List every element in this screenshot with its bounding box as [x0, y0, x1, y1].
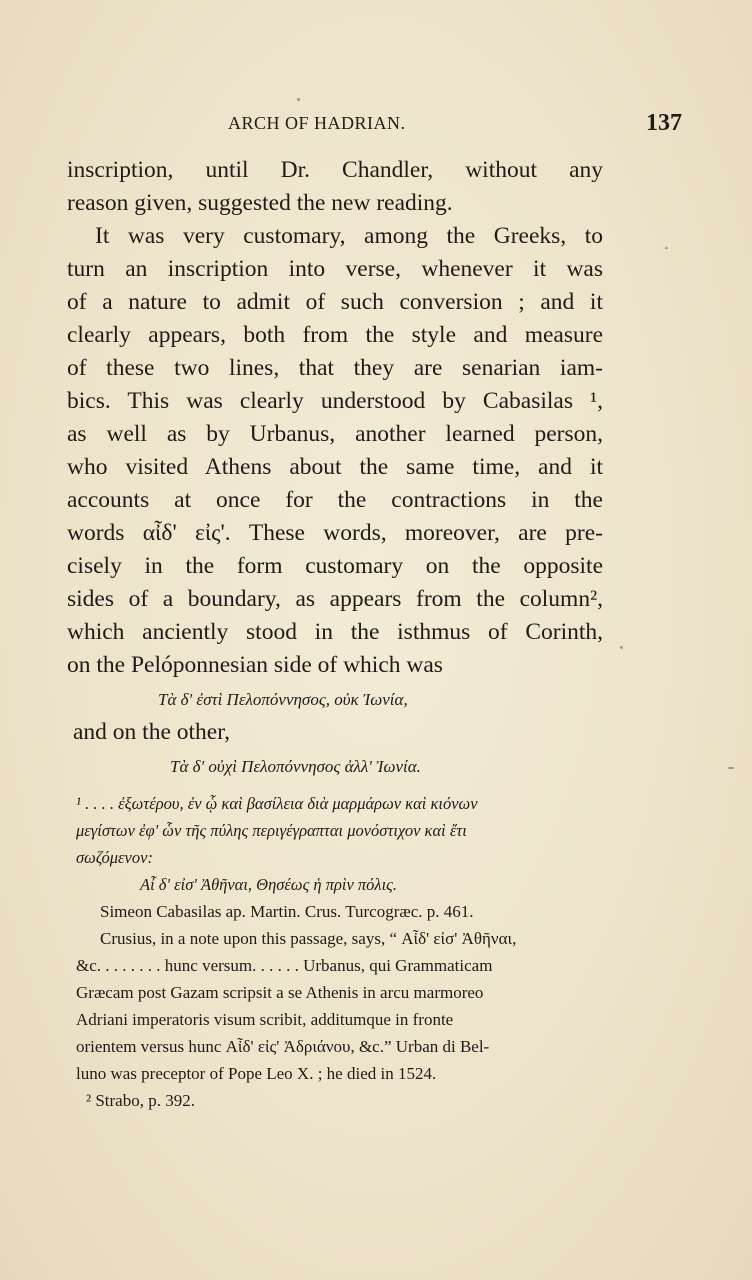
- page-number: 137: [646, 110, 682, 136]
- footnote-line: Simeon Cabasilas ap. Martin. Crus. Turcogræc. p. 461.: [100, 902, 474, 921]
- footnote-line: ¹ . . . . ἐξωτέρου, ἐν ᾧ καὶ βασίλεια διὰ μαρμάρων καὶ κιόνων: [76, 794, 478, 813]
- footnote-line: &c. . . . . . . . hunc versum. . . . . . Urbanus, qui Grammaticam: [76, 956, 493, 975]
- footnote-line: orientem versus hunc Αἶδ' εἰς' Ἀδριάνου, &c.” Urban di Bel-: [76, 1037, 490, 1056]
- body-line: of these two lines, that they are senarian iam-: [67, 355, 603, 381]
- footnote-line: μεγίστων ἐφ' ὧν τῆς πύλης περιγέγραπται μονόστιχον καὶ ἔτι: [76, 821, 467, 840]
- footnote-line: σωζόμενον:: [76, 848, 153, 867]
- body-line: inscription, until Dr. Chandler, without any: [67, 157, 603, 183]
- body-line: who visited Athens about the same time, and it: [67, 454, 603, 480]
- body-line: of a nature to admit of such conversion ; and it: [67, 289, 603, 315]
- body-line: accounts at once for the contractions in the: [67, 487, 603, 513]
- body-line: It was very customary, among the Greeks, to: [95, 223, 603, 249]
- footnote-line: Græcam post Gazam scripsit a se Athenis in arcu marmoreo: [76, 983, 484, 1002]
- body-line: as well as by Urbanus, another learned person,: [67, 421, 603, 447]
- greek-verse-two: Τὰ δ' οὐχὶ Πελοπόννησος ἀλλ' Ἰωνία.: [170, 757, 421, 776]
- body-line: sides of a boundary, as appears from the column²,: [67, 586, 603, 612]
- footnote-line: Adriani imperatoris visum scribit, additumque in fronte: [76, 1010, 454, 1029]
- paper-speck: [620, 646, 623, 649]
- body-line: reason given, suggested the new reading.: [67, 190, 453, 216]
- body-line: bics. This was clearly understood by Cabasilas ¹,: [67, 388, 603, 414]
- body-line-and-other: and on the other,: [73, 719, 230, 745]
- paper-speck: [297, 98, 300, 101]
- body-line: on the Pelóponnesian side of which was: [67, 652, 443, 678]
- body-text: [67, 154, 603, 682]
- footnote-line: luno was preceptor of Pope Leo X. ; he died in 1524.: [76, 1064, 437, 1083]
- running-title: ARCH OF HADRIAN.: [228, 113, 406, 133]
- body-line: which anciently stood in the isthmus of Corinth,: [67, 619, 603, 645]
- footnote-line: ² Strabo, p. 392.: [86, 1091, 195, 1110]
- footnote-line: Αἶ δ' εἰσ' Ἀθῆναι, Θησέως ἡ πρὶν πόλις.: [140, 875, 397, 894]
- greek-verse-one: Τὰ δ' ἐστὶ Πελοπόννησος, οὐκ Ἰωνία,: [158, 690, 408, 709]
- paper-speck: [665, 247, 668, 249]
- body-line: words αἶδ' εἰς'. These words, moreover, are pre-: [67, 520, 603, 546]
- footnote-line: Crusius, in a note upon this passage, says, “ Αἶδ' εἰσ' Ἀθῆναι,: [100, 929, 517, 948]
- paper-speck: [728, 767, 734, 769]
- footnotes: [76, 790, 642, 1114]
- running-head: [0, 110, 752, 143]
- body-line: cisely in the form customary on the opposite: [67, 553, 603, 579]
- body-line: turn an inscription into verse, whenever it was: [67, 256, 603, 282]
- body-line: clearly appears, both from the style and measure: [67, 322, 603, 348]
